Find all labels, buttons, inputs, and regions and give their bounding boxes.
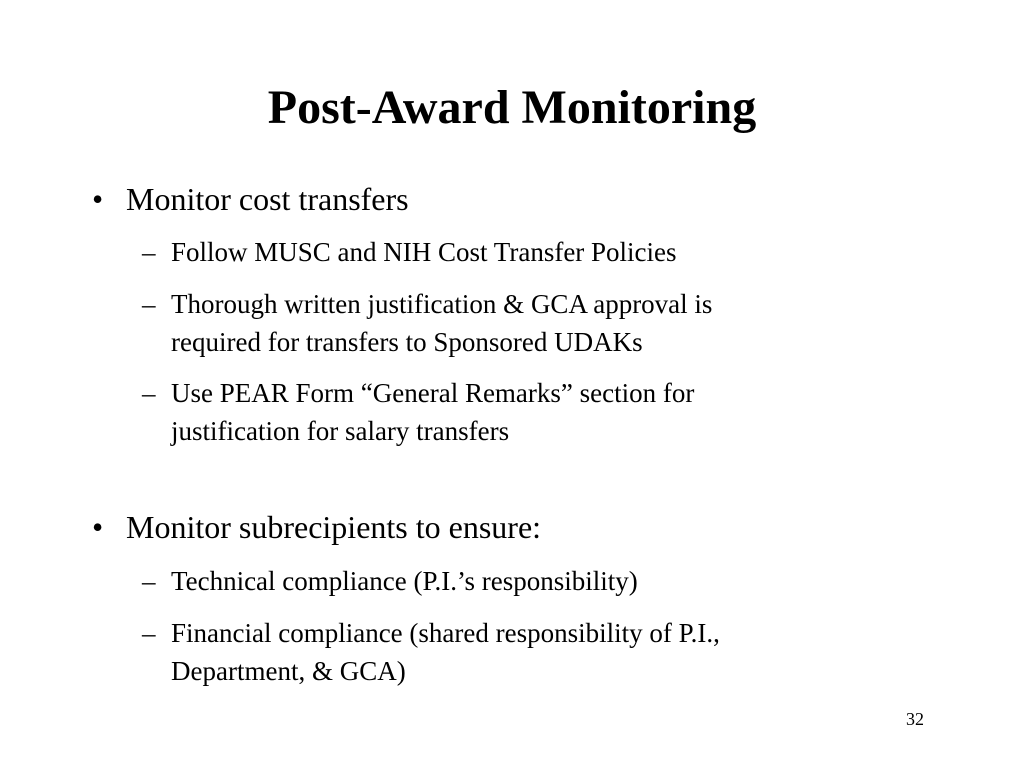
page-number: 32	[906, 709, 924, 729]
dash-icon: –	[142, 566, 156, 596]
bullet-icon: •	[92, 181, 104, 217]
dash-icon: –	[142, 237, 156, 267]
dash-icon: –	[142, 618, 156, 648]
bullet-icon: •	[92, 509, 104, 545]
bullet-text: Monitor subrecipients to ensure:	[126, 509, 542, 545]
sub-bullet-text: Use PEAR Form “General Remarks” section for justification for salary transfers	[171, 378, 695, 446]
slide-title: Post-Award Monitoring	[267, 81, 757, 134]
dash-icon: –	[142, 289, 156, 319]
bullet-text: Monitor cost transfers	[126, 181, 409, 217]
dash-icon: –	[142, 378, 156, 408]
sub-bullet-text: Thorough written justification & GCA approval is required for transfers to Sponsored UDAKs	[171, 289, 713, 357]
sub-bullet-text: Follow MUSC and NIH Cost Transfer Policies	[171, 237, 677, 267]
sub-bullet-text: Financial compliance (shared responsibility of P.I., Department, & GCA)	[171, 618, 720, 686]
sub-bullet-text: Technical compliance (P.I.’s responsibility)	[171, 566, 638, 596]
